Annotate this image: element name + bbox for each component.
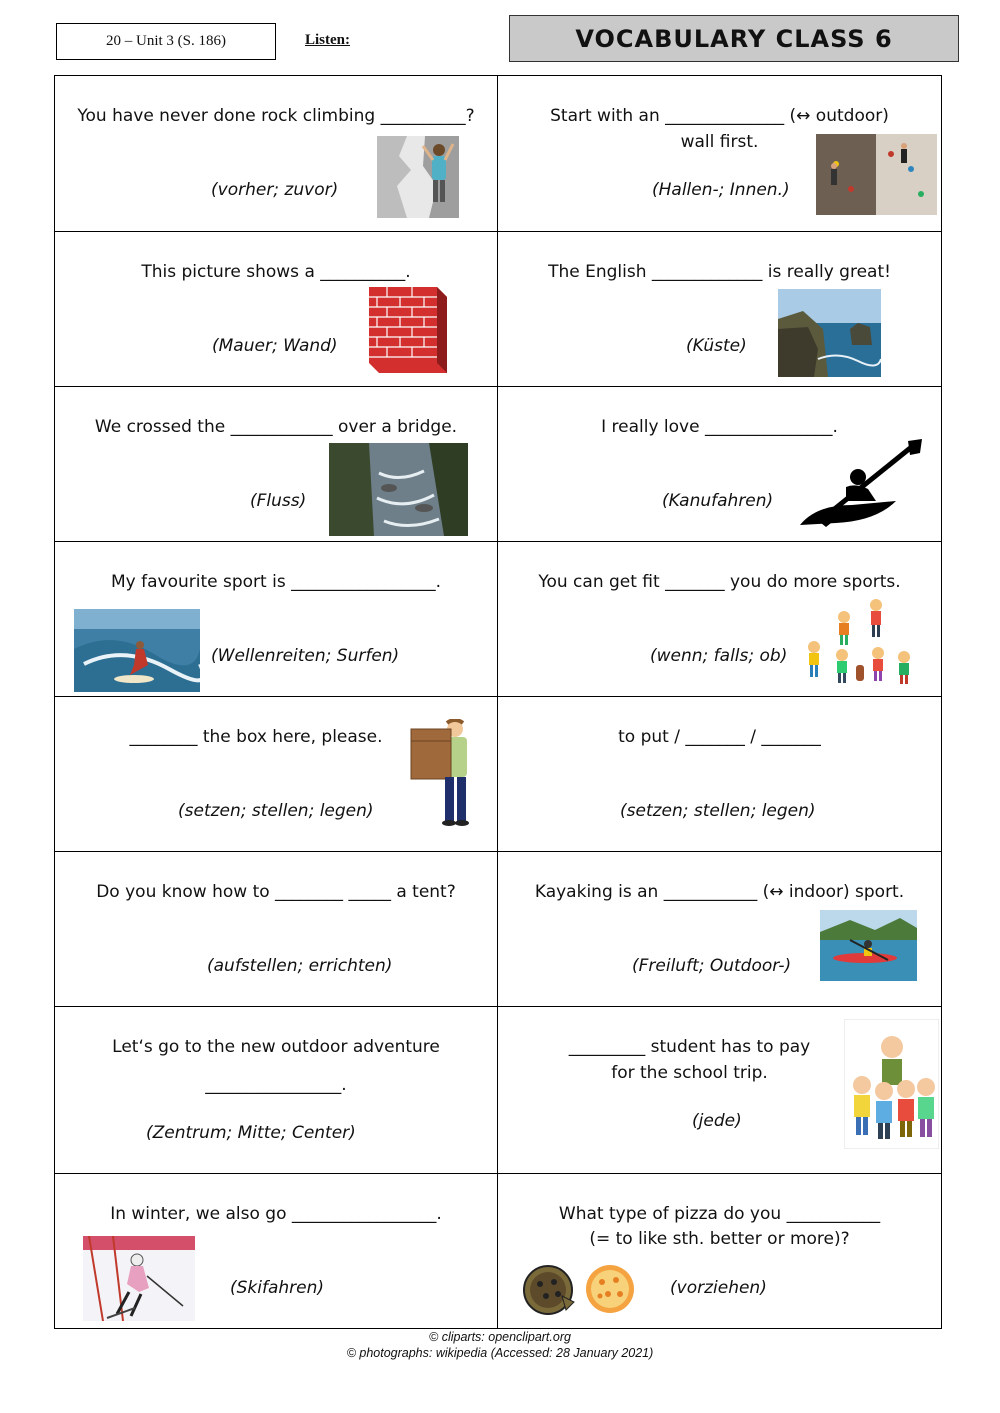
card-sentence: We crossed the ____________ over a bridge. [94, 417, 458, 437]
card-sentence-line2: for the school trip. [611, 1063, 768, 1083]
card-hint: (wenn; falls; ob) [650, 646, 788, 666]
card-4 [498, 232, 941, 386]
card-sentence: Start with an ______________ (↔ outdoor) [550, 106, 889, 126]
card-hint: (Freiluft; Outdoor-) [632, 956, 792, 976]
card-12 [498, 852, 941, 1006]
grid-row [55, 697, 941, 852]
footer-photos-credit: © photographs: wikipedia (Accessed: 28 January 2021) [346, 1346, 654, 1360]
skier-image [83, 1236, 195, 1321]
card-9 [55, 697, 498, 851]
card-sentence: You have never done rock climbing __________? [77, 106, 475, 126]
card-sentence: This picture shows a __________. [141, 262, 411, 282]
grid-row [55, 1007, 941, 1174]
pizza-image [522, 1262, 638, 1316]
grid-row [55, 1174, 941, 1329]
card-hint: (Mauer; Wand) [212, 336, 338, 356]
card-hint: (Küste) [686, 336, 747, 356]
indoor-climbing-wall-image [816, 134, 937, 215]
unit-reference: 20 – Unit 3 (S. 186) [56, 23, 276, 60]
card-hint: (Skifahren) [230, 1278, 325, 1298]
card-2 [498, 76, 941, 231]
card-sentence-line2: (= to like sth. better or more)? [589, 1229, 850, 1249]
card-hint: (Kanufahren) [662, 491, 774, 511]
card-16 [498, 1174, 941, 1328]
card-14 [498, 1007, 941, 1173]
grid-row [55, 76, 941, 232]
kids-sports-image [798, 595, 918, 685]
kayak-image [820, 910, 917, 981]
card-hint: (jede) [692, 1111, 742, 1131]
students-group-image [844, 1019, 939, 1149]
card-15 [55, 1174, 498, 1328]
card-sentence: Let‘s go to the new outdoor adventure [112, 1037, 440, 1057]
card-5 [55, 387, 498, 541]
card-sentence: Do you know how to ________ _____ a tent? [96, 882, 456, 902]
coast-image [778, 289, 881, 377]
surfer-image [74, 609, 200, 692]
brick-wall-image [367, 285, 449, 375]
card-10 [498, 697, 941, 851]
grid-row [55, 852, 941, 1007]
card-hint: (setzen; stellen; legen) [620, 801, 816, 821]
vocabulary-grid [54, 75, 942, 1329]
footer-cliparts-credit: © cliparts: openclipart.org [429, 1330, 571, 1344]
card-sentence: _________ student has to pay [568, 1037, 811, 1057]
card-hint: (aufstellen; errichten) [207, 956, 393, 976]
card-hint: (Hallen-; Innen.) [652, 180, 790, 200]
card-7 [55, 542, 498, 696]
card-3 [55, 232, 498, 386]
grid-row [55, 542, 941, 697]
rock-climber-image [377, 136, 459, 218]
card-sentence: You can get fit _______ you do more sports. [538, 572, 901, 592]
card-hint: (Wellenreiten; Surfen) [211, 646, 400, 666]
card-sentence: In winter, we also go _________________. [110, 1204, 442, 1224]
card-sentence-line2: wall first. [680, 132, 759, 152]
card-hint: (Zentrum; Mitte; Center) [146, 1123, 356, 1143]
card-hint: (Fluss) [250, 491, 307, 511]
card-1 [55, 76, 498, 231]
grid-row [55, 232, 941, 387]
river-image [329, 443, 468, 536]
card-sentence: ________ the box here, please. [129, 727, 383, 747]
grid-row [55, 387, 941, 542]
card-sentence: Kayaking is an ___________ (↔ indoor) sport. [534, 882, 905, 902]
card-13 [55, 1007, 498, 1173]
card-sentence: I really love _______________. [601, 417, 838, 437]
listen-label[interactable]: Listen: [305, 32, 350, 48]
card-hint: (vorziehen) [670, 1278, 767, 1298]
card-sentence: The English _____________ is really great! [548, 262, 891, 282]
card-sentence: My favourite sport is _________________. [110, 572, 441, 592]
card-sentence-line2: ________________. [205, 1075, 347, 1095]
page-title: VOCABULARY CLASS 6 [509, 15, 959, 62]
card-8 [498, 542, 941, 696]
canoeing-silhouette-image [796, 439, 926, 529]
card-6 [498, 387, 941, 541]
card-11 [55, 852, 498, 1006]
card-hint: (setzen; stellen; legen) [178, 801, 374, 821]
card-hint: (vorher; zuvor) [211, 180, 339, 200]
person-carrying-box-image [397, 719, 483, 829]
card-sentence: What type of pizza do you ___________ [558, 1204, 881, 1224]
card-sentence: to put / _______ / _______ [618, 727, 821, 747]
